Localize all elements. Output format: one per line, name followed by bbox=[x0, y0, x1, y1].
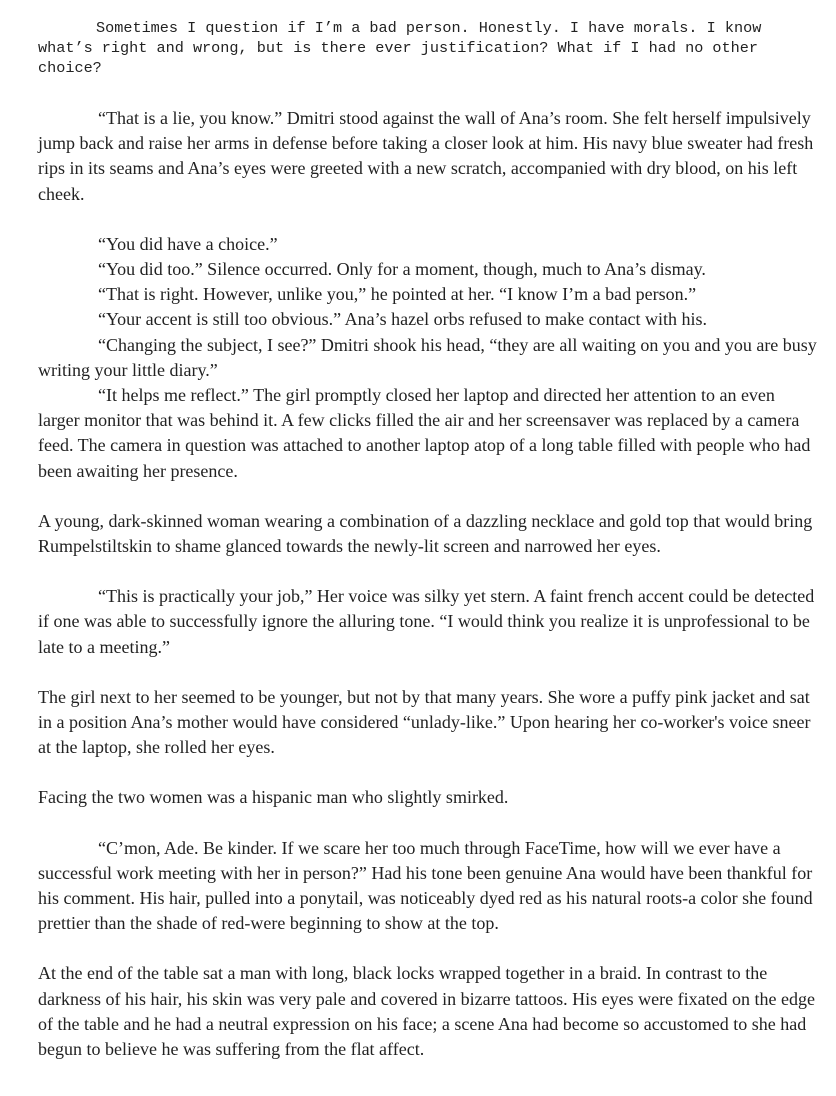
paragraph: “C’mon, Ade. Be kinder. If we scare her too much through FaceTime, how will we ever have a successful work meeting with her in person?” Had his tone been genuine Ana would have been thankful for his comment. His hair, pulled into a ponytail, was noticeably dyed red as his natural roots-a color she found prettier than the shade of red-were beginning to show at the top. bbox=[38, 837, 813, 934]
paragraph: At the end of the table sat a man with long, black locks wrapped together in a braid. In contrast to the darkness of his hair, his skin was very pale and covered in bizarre tattoos. His eyes were fixated on the edge of the table and he had a neutral expression on his face; a scene Ana had become so accustomed to she had begun to believe he was suffering from the flat affect. bbox=[38, 963, 816, 1060]
paragraph: Facing the two women was a hispanic man who slightly smirked. bbox=[38, 787, 509, 808]
paragraph: A young, dark-skinned woman wearing a combination of a dazzling necklace and gold top that would bring Rumpelstiltskin to shame glanced towards the newly-lit screen and narrowed her eyes. bbox=[38, 510, 813, 557]
dialogue-line: “Your accent is still too obvious.” Ana’s hazel orbs refused to make contact with his. bbox=[98, 309, 708, 330]
dialogue-line: “You did have a choice.” bbox=[98, 233, 278, 254]
paragraph: “This is practically your job,” Her voice was silky yet stern. A faint french accent could be detected if one was able to successfully ignore the alluring tone. “I would think you realize it is unprofessional to be late to a meeting.” bbox=[38, 586, 815, 657]
dialogue-line: “You did too.” Silence occurred. Only for a moment, though, much to Ana’s dismay. bbox=[98, 259, 706, 280]
paragraph: The girl next to her seemed to be younger, but not by that many years. She wore a puffy pink jacket and sat in a position Ana’s mother would have considered “unlady-like.” Upon hearing her co-worker's voice sneer at the laptop, she rolled her eyes. bbox=[38, 686, 811, 758]
dialogue-line: “That is right. However, unlike you,” he pointed at her. “I know I’m a bad person.” bbox=[98, 284, 697, 305]
document-page bbox=[38, 18, 820, 1062]
dialogue-line: “Changing the subject, I see?” Dmitri shook his head, “they are all waiting on you and you are busy writing your little diary.” bbox=[38, 334, 817, 380]
intro-monologue: Sometimes I question if I’m a bad person. Honestly. I have morals. I know what’s right and wrong, but is there ever justification? What if I had no other choice? bbox=[38, 19, 762, 77]
paragraph: “It helps me reflect.” The girl promptly closed her laptop and directed her attention to an even larger monitor that was behind it. A few clicks filled the air and her screensaver was replaced by a camera feed. The camera in question was attached to another laptop atop of a long table filled with people who had been awaiting her presence. bbox=[38, 385, 811, 481]
paragraph: “That is a lie, you know.” Dmitri stood against the wall of Ana’s room. She felt herself impulsively jump back and raise her arms in defense before taking a closer look at him. His navy blue sweater had fresh rips in its seams and Ana’s eyes were greeted with a new scratch, accompanied with dry blood, on his left cheek. bbox=[38, 108, 814, 204]
